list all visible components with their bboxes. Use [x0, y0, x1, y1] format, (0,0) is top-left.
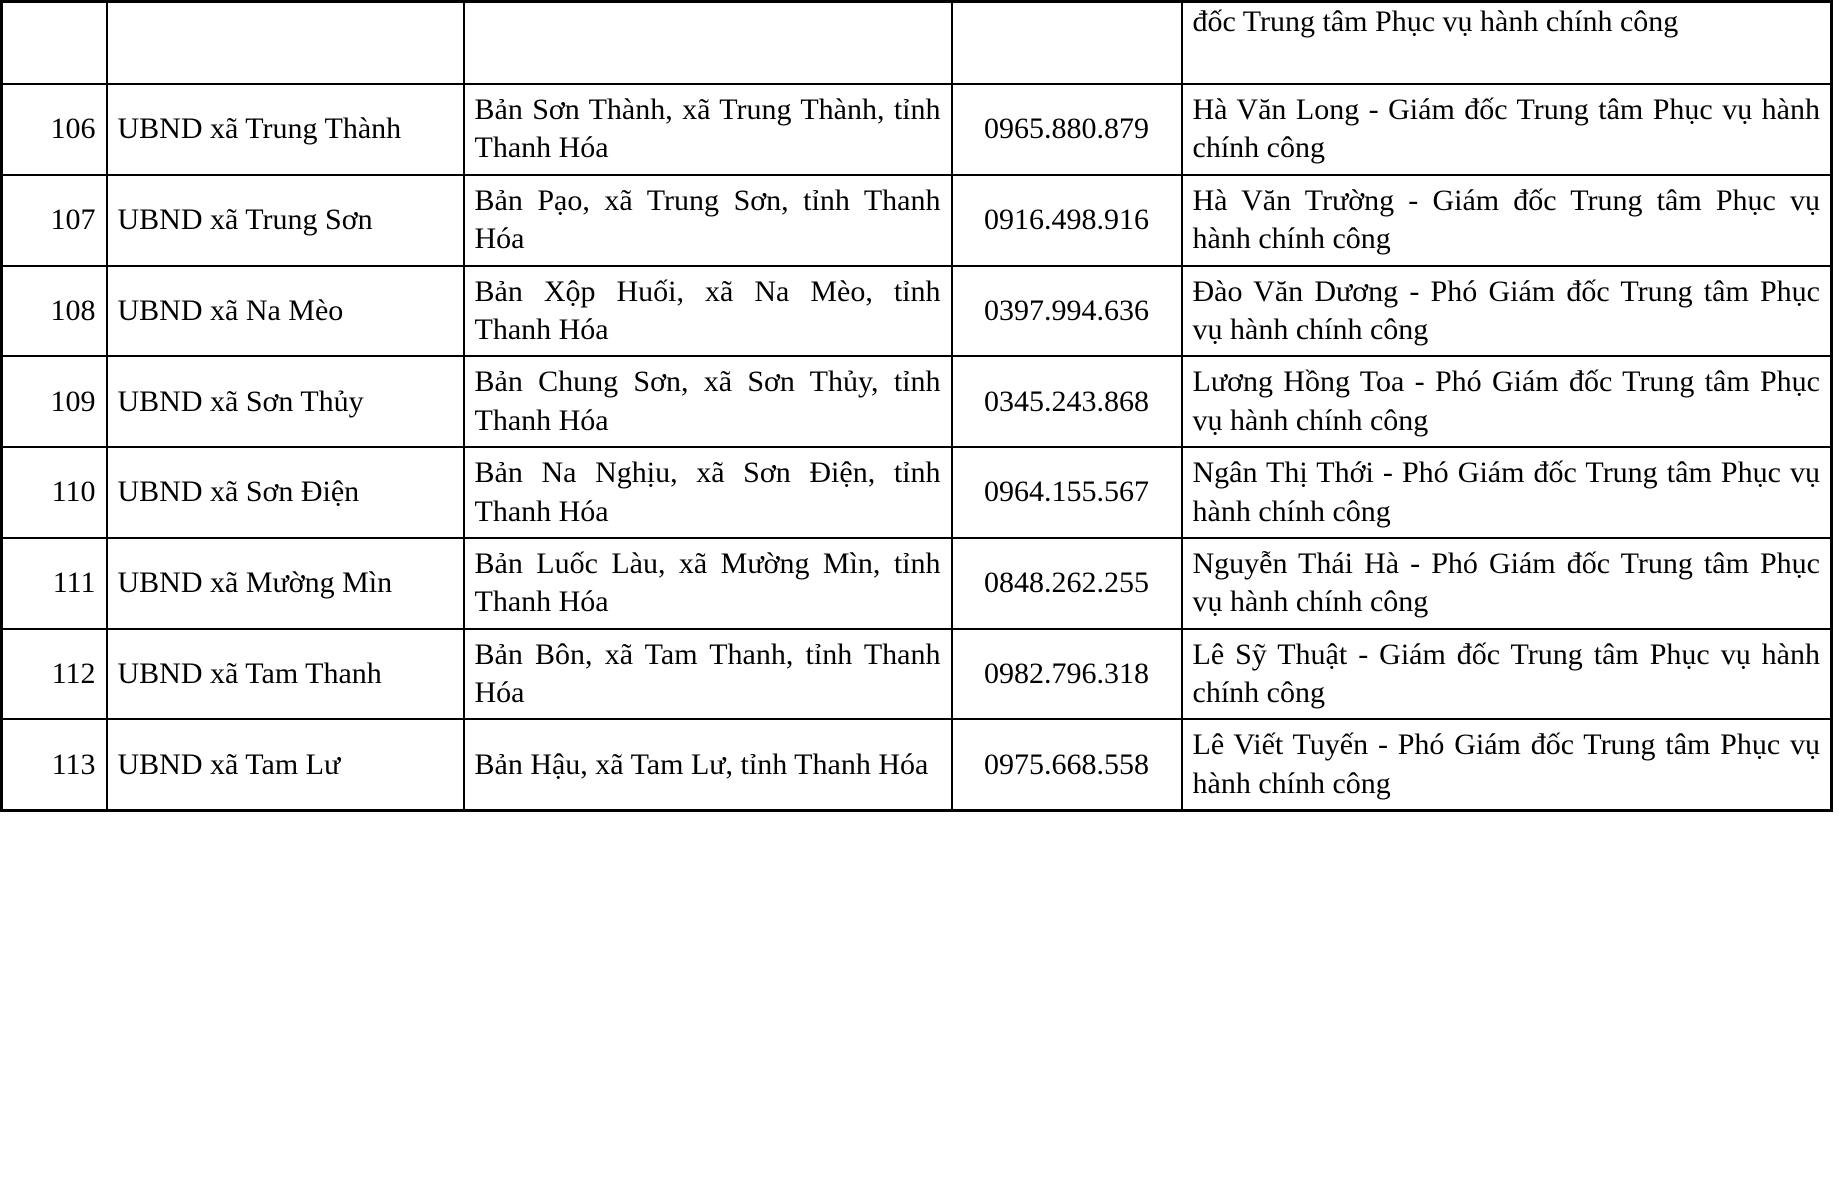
- cell-address: Bản Chung Sơn, xã Sơn Thủy, tỉnh Thanh Hóa: [464, 356, 952, 447]
- cell-address: Bản Bôn, xã Tam Thanh, tỉnh Thanh Hóa: [464, 629, 952, 720]
- cell-stt: 106: [2, 84, 107, 175]
- cell-stt: 110: [2, 447, 107, 538]
- cell-agency-name: UBND xã Mường Mìn: [107, 538, 464, 629]
- cell-stt: 108: [2, 266, 107, 357]
- cell-person-in-charge: Lê Sỹ Thuật - Giám đốc Trung tâm Phục vụ hành chính công: [1182, 629, 1832, 720]
- table-row-continuation: [2, 2, 1832, 85]
- cell-agency-name: UBND xã Sơn Thủy: [107, 356, 464, 447]
- cell-stt: [2, 2, 107, 85]
- cell-address: Bản Hậu, xã Tam Lư, tỉnh Thanh Hóa: [464, 719, 952, 810]
- cell-person-in-charge: Hà Văn Long - Giám đốc Trung tâm Phục vụ hành chính công: [1182, 84, 1832, 175]
- cell-stt: 113: [2, 719, 107, 810]
- cell-phone: 0982.796.318: [952, 629, 1182, 720]
- cell-stt: 112: [2, 629, 107, 720]
- table-row: [2, 266, 1832, 357]
- table-row: [2, 719, 1832, 810]
- cell-address: [464, 2, 952, 85]
- cell-address: Bản Xộp Huối, xã Na Mèo, tỉnh Thanh Hóa: [464, 266, 952, 357]
- cell-person-in-charge: Hà Văn Trường - Giám đốc Trung tâm Phục vụ hành chính công: [1182, 175, 1832, 266]
- cell-address: Bản Pạo, xã Trung Sơn, tỉnh Thanh Hóa: [464, 175, 952, 266]
- cell-stt: 109: [2, 356, 107, 447]
- cell-agency-name: UBND xã Tam Lư: [107, 719, 464, 810]
- cell-address: Bản Na Nghịu, xã Sơn Điện, tỉnh Thanh Hóa: [464, 447, 952, 538]
- cell-phone: 0964.155.567: [952, 447, 1182, 538]
- table-row: [2, 84, 1832, 175]
- cell-phone: 0916.498.916: [952, 175, 1182, 266]
- cell-person-in-charge: Ngân Thị Thới - Phó Giám đốc Trung tâm Phục vụ hành chính công: [1182, 447, 1832, 538]
- cell-stt: 107: [2, 175, 107, 266]
- table-body: [2, 2, 1832, 811]
- cell-phone: [952, 2, 1182, 85]
- table-row: [2, 175, 1832, 266]
- cell-person-in-charge: Đào Văn Dương - Phó Giám đốc Trung tâm Phục vụ hành chính công: [1182, 266, 1832, 357]
- cell-phone: 0965.880.879: [952, 84, 1182, 175]
- cell-phone: 0848.262.255: [952, 538, 1182, 629]
- cell-agency-name: [107, 2, 464, 85]
- cell-phone: 0345.243.868: [952, 356, 1182, 447]
- cell-person-in-charge: đốc Trung tâm Phục vụ hành chính công: [1182, 2, 1832, 85]
- cell-address: Bản Sơn Thành, xã Trung Thành, tỉnh Thanh Hóa: [464, 84, 952, 175]
- cell-stt: 111: [2, 538, 107, 629]
- table-row: [2, 538, 1832, 629]
- table-row: [2, 629, 1832, 720]
- cell-person-in-charge: Lương Hồng Toa - Phó Giám đốc Trung tâm Phục vụ hành chính công: [1182, 356, 1832, 447]
- table-row: [2, 356, 1832, 447]
- cell-agency-name: UBND xã Sơn Điện: [107, 447, 464, 538]
- cell-phone: 0975.668.558: [952, 719, 1182, 810]
- cell-agency-name: UBND xã Na Mèo: [107, 266, 464, 357]
- cell-agency-name: UBND xã Tam Thanh: [107, 629, 464, 720]
- cell-person-in-charge: Lê Viết Tuyến - Phó Giám đốc Trung tâm Phục vụ hành chính công: [1182, 719, 1832, 810]
- cell-address: Bản Luốc Làu, xã Mường Mìn, tỉnh Thanh Hóa: [464, 538, 952, 629]
- cell-agency-name: UBND xã Trung Thành: [107, 84, 464, 175]
- cell-agency-name: UBND xã Trung Sơn: [107, 175, 464, 266]
- table-row: [2, 447, 1832, 538]
- cell-person-in-charge: Nguyễn Thái Hà - Phó Giám đốc Trung tâm Phục vụ hành chính công: [1182, 538, 1832, 629]
- cell-phone: 0397.994.636: [952, 266, 1182, 357]
